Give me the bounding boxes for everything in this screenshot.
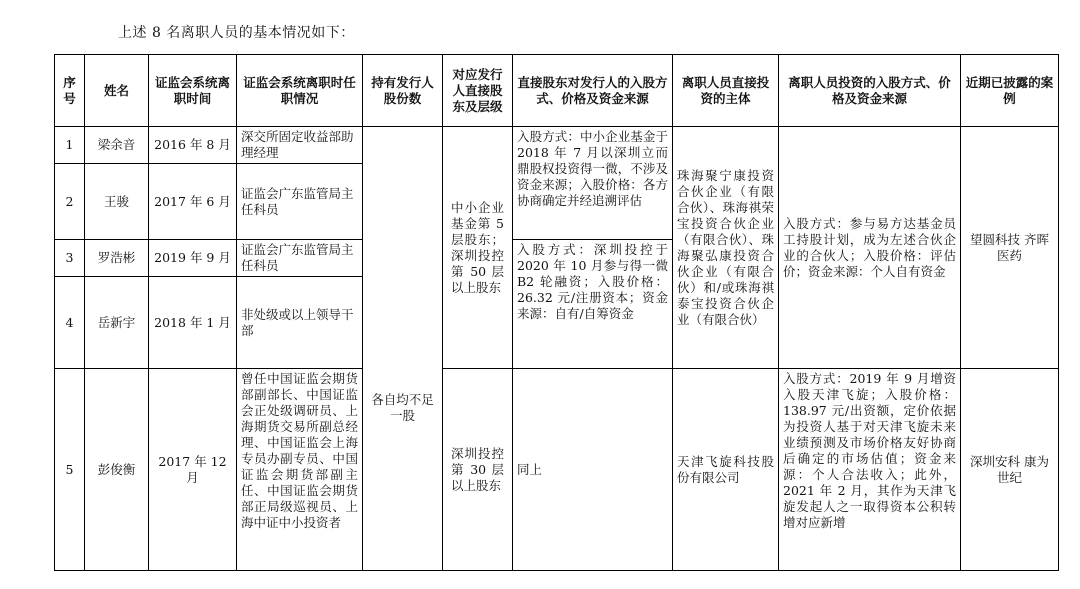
cell-no: 5	[55, 369, 85, 571]
cell-invest-a: 入股方式：参与易方达基金员工持股计划，成为左述合伙企业的合伙人；入股价格：评估价；资金来源：个人自有资金	[779, 127, 961, 369]
cell-cases-a: 望圆科技 齐晖医药	[961, 127, 1059, 369]
cell-time: 2016 年 8 月	[149, 127, 237, 164]
header-position: 证监会系统离职时任职情况	[237, 55, 363, 127]
header-method: 直接股东对发行人的入股方式、价格及资金来源	[513, 55, 673, 127]
header-leave-time: 证监会系统离职时间	[149, 55, 237, 127]
cell-position: 曾任中国证监会期货部副部长、中国证监会正处级调研员、上海期货交易所副总经理、中国证监会上海专员办副专员、中国证监会期货部副主任、中国证监会期货部正局级巡视员、上海中证中小投资者	[237, 369, 363, 571]
cell-subject-b: 天津飞旋科技股份有限公司	[673, 369, 779, 571]
cell-position: 非处级或以上领导干部	[237, 277, 363, 369]
cell-name: 王骏	[85, 164, 149, 240]
cell-time: 2018 年 1 月	[149, 277, 237, 369]
cell-no: 3	[55, 240, 85, 277]
table-row	[55, 127, 1059, 164]
intro-text: 上述 8 名离职人员的基本情况如下：	[118, 25, 355, 41]
cell-name: 岳新宇	[85, 277, 149, 369]
cell-method-a1: 入股方式：中小企业基金于 2018 年 7 月以深圳立而鼎股权投资得一微，不涉及资金来源；入股价格：各方协商确定并经追溯评估	[513, 127, 673, 240]
cell-position: 深交所固定收益部助理经理	[237, 127, 363, 164]
cell-position: 证监会广东监管局主任科员	[237, 164, 363, 240]
cell-invest-b: 入股方式：2019 年 9 月增资入股天津飞旋；入股价格：138.97 元/出资额，定价依据为投资人基于对天津飞旋未来业绩预测及市场价格友好协商后确定的市场估值；资金来源：个人合法收入；此外，2021 年 2 月，其作为天津飞旋发起人之一取得资本公积转增对应新增	[779, 369, 961, 571]
cell-holder-b: 深圳投控第 30 层以上股东	[443, 369, 513, 571]
cell-no: 2	[55, 164, 85, 240]
resigned-personnel-table	[54, 54, 1059, 571]
cell-no: 1	[55, 127, 85, 164]
header-cases: 近期已披露的案例	[961, 55, 1059, 127]
cell-method-b: 同上	[513, 369, 673, 571]
header-invest: 离职人员投资的入股方式、价格及资金来源	[779, 55, 961, 127]
cell-method-a2: 入股方式：深圳投控于 2020 年 10 月参与得一微 B2 轮融资；入股价格：26.32 元/注册资本；资金来源：自有/自筹资金	[513, 240, 673, 369]
cell-position: 证监会广东监管局主任科员	[237, 240, 363, 277]
header-no: 序号	[55, 55, 85, 127]
table-header-row	[55, 55, 1059, 127]
cell-subject-a: 珠海聚宁康投资合伙企业（有限合伙）、珠海祺荣宝投资合伙企业（有限合伙）、珠海聚弘康投资合伙企业（有限合伙）和/或珠海祺泰宝投资合伙企业（有限合伙）	[673, 127, 779, 369]
cell-time: 2017 年 6 月	[149, 164, 237, 240]
cell-holder-a: 中小企业基金第 5 层股东；深圳投控第 50 层以上股东	[443, 127, 513, 369]
table-row	[55, 369, 1059, 571]
cell-no: 4	[55, 277, 85, 369]
cell-name: 彭俊衡	[85, 369, 149, 571]
cell-time: 2019 年 9 月	[149, 240, 237, 277]
cell-name: 梁余音	[85, 127, 149, 164]
header-name: 姓名	[85, 55, 149, 127]
cell-cases-b: 深圳安科 康为世纪	[961, 369, 1059, 571]
header-subject: 离职人员直接投资的主体	[673, 55, 779, 127]
cell-time: 2017 年 12 月	[149, 369, 237, 571]
cell-shares: 各自均不足一股	[363, 127, 443, 571]
header-holder: 对应发行人直接股东及层级	[443, 55, 513, 127]
cell-name: 罗浩彬	[85, 240, 149, 277]
header-shares: 持有发行人股份数	[363, 55, 443, 127]
